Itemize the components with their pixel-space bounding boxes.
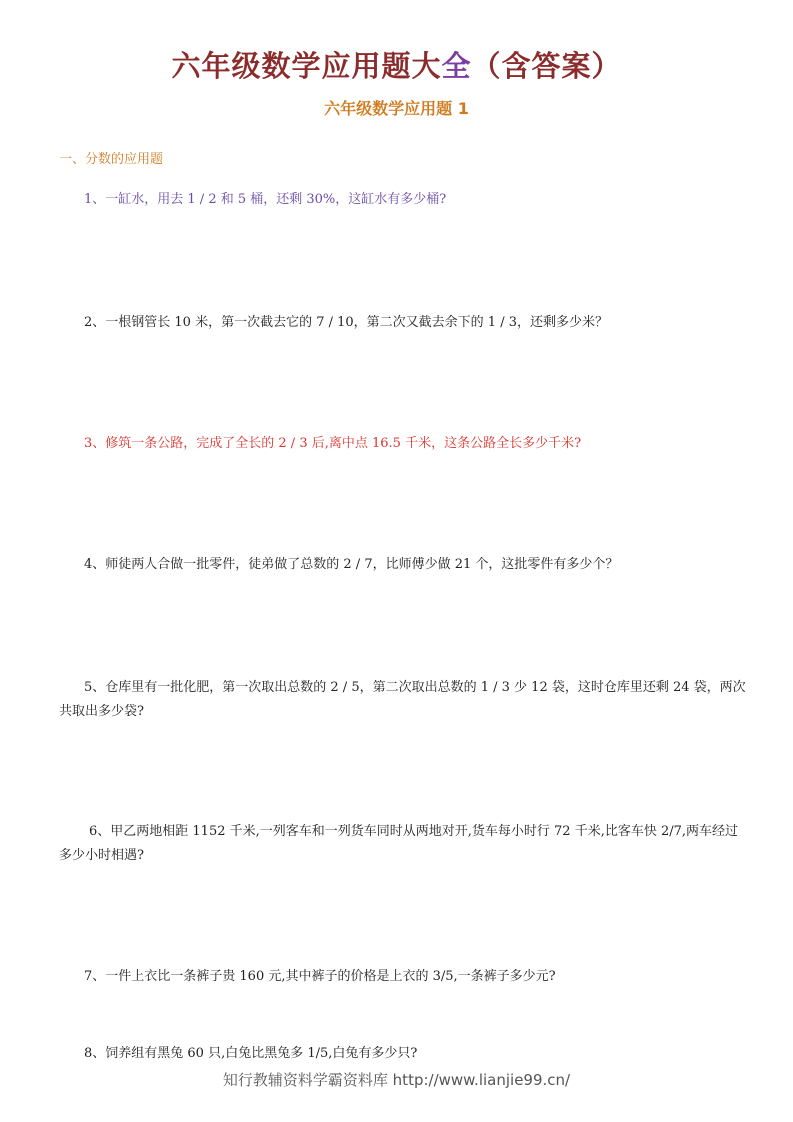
question-4-text: 4、师徒两人合做一批零件，徒弟做了总数的 2 / 7，比师傅少做 21 个，这批零件有多少个？ — [84, 557, 619, 572]
question-6 — [59, 820, 749, 868]
question-1-text: 1、一缸水，用去 1 / 2 和 5 桶，还剩 30%，这缸水有多少桶? — [84, 192, 447, 207]
question-8-text: 8、饲养组有黑兔 60 只,白兔比黑兔多 1/5,白兔有多少只? — [84, 1046, 418, 1061]
question-2 — [59, 311, 749, 335]
footer-watermark: 知行教辅资料学霸资料库 http://www.lianjie99.cn/ — [222, 1071, 571, 1089]
question-5-text: 5、仓库里有一批化肥，第一次取出总数的 2 / 5，第二次取出总数的 1 / 3 少 12 袋，这时仓库里还剩 24 袋，两次共取出多少袋? — [59, 680, 746, 719]
question-8 — [59, 1042, 749, 1066]
title-suffix: （含答案） — [471, 49, 622, 83]
title-accent: 全 — [441, 49, 472, 83]
page-title — [0, 44, 793, 88]
question-4 — [59, 553, 749, 577]
title-main: 六年级数学应用题大 — [171, 49, 442, 83]
question-1 — [59, 188, 749, 212]
question-2-text: 2、一根钢管长 10 米，第一次截去它的 7 / 10，第二次又截去余下的 1 / 3，还剩多少米？ — [84, 315, 608, 330]
question-7-text: 7、一件上衣比一条裤子贵 160 元,其中裤子的价格是上衣的 3/5,一条裤子多少元? — [84, 969, 556, 984]
question-6-text: 6、甲乙两地相距 1152 千米,一列客车和一列货车同时从两地对开,货车每小时行 72 千米,比客车快 2/7,两车经过多少小时相遇? — [59, 824, 739, 863]
question-3-text: 3、修筑一条公路，完成了全长的 2 / 3 后,离中点 16.5 千米，这条公路全长多少千米? — [84, 436, 582, 451]
page-subtitle: 六年级数学应用题 1 — [324, 99, 469, 118]
question-5 — [59, 676, 749, 724]
question-3 — [59, 432, 749, 456]
question-7 — [59, 965, 749, 989]
section-heading: 一、分数的应用题 — [59, 152, 164, 167]
